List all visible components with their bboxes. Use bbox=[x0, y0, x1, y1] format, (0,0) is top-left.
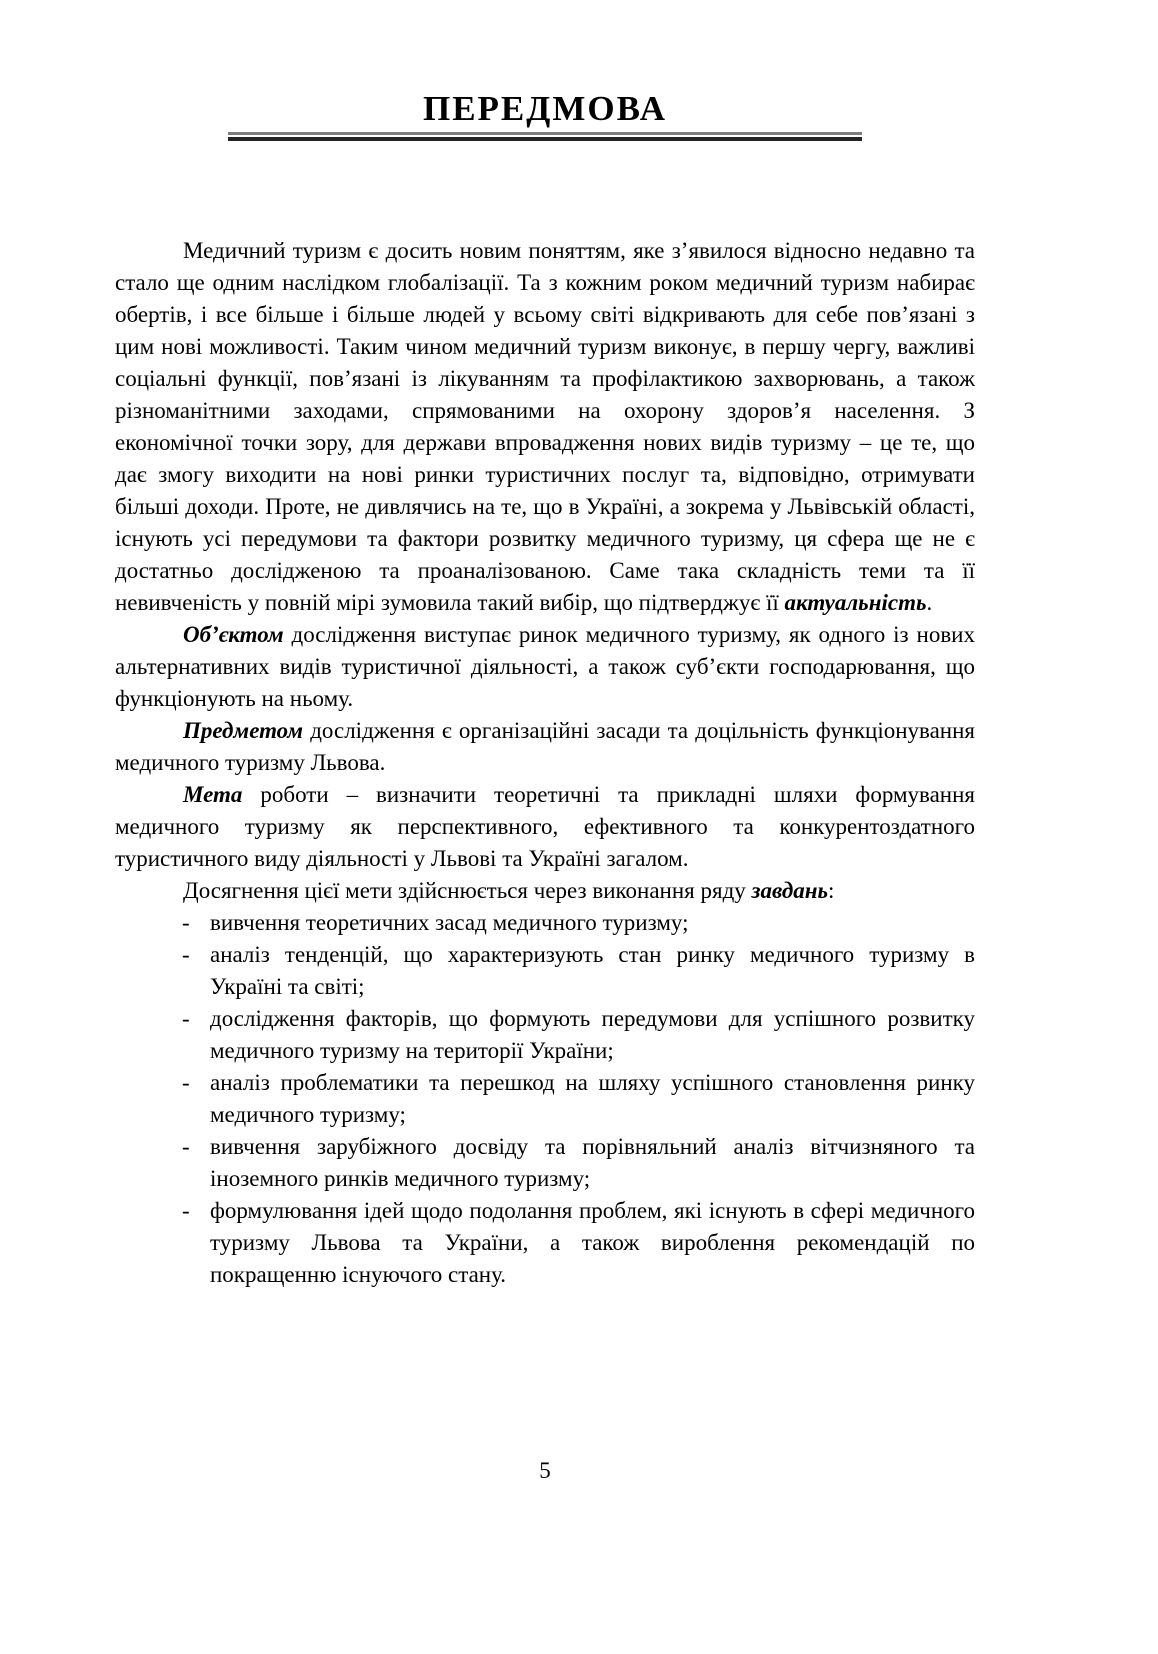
list-item-text: формулювання ідей щодо подолання проблем, які існують в сфері медичного туризму Львова та України, а також вироблення рекомендацій по покращенню існуючого стану. bbox=[210, 1197, 975, 1287]
title-underline bbox=[228, 132, 862, 141]
list-item bbox=[115, 1131, 975, 1195]
paragraph-text: роботи – визначити теоретичні та прикладні шляхи формування медичного туризму як перспективного, ефективного та конкурентоздатного туристичного виду діяльності у Львові та Україні загалом. bbox=[115, 781, 975, 871]
page-footer bbox=[115, 1458, 975, 1484]
dash-marker: - bbox=[182, 1197, 190, 1223]
list-item-text: дослідження факторів, що формують передумови для успішного розвитку медичного туризму на території України; bbox=[210, 1005, 975, 1063]
paragraph-text: . bbox=[926, 589, 933, 615]
document-body bbox=[115, 235, 975, 1291]
list-item bbox=[115, 1003, 975, 1067]
dash-marker: - bbox=[182, 1005, 190, 1031]
dash-marker: - bbox=[182, 1069, 190, 1095]
paragraph-text: : bbox=[828, 877, 835, 903]
emphasis-subject: Предметом bbox=[183, 717, 304, 743]
paragraph-object bbox=[115, 619, 975, 715]
list-item-text: вивчення теоретичних засад медичного туризму; bbox=[210, 909, 689, 935]
dash-marker: - bbox=[182, 941, 190, 967]
dash-marker: - bbox=[182, 909, 190, 935]
list-item bbox=[115, 939, 975, 1003]
paragraph-intro bbox=[115, 235, 975, 619]
paragraph-text: Медичний туризм є досить новим поняттям, яке з’явилося відносно недавно та стало ще одним наслідком глобалізації. Та з кожним роком медичний туризм набирає обертів, і все більше і більше людей у всьому світі відкривають для себе пов’язані з цим нові можливості. Таким чином медичний туризм виконує, в першу чергу, важливі соціальні функції, пов’язані із лікуванням та профілактикою захворювань, а також різноманітними заходами, спрямованими на охорону здоров’я населення. З економічної точки зору, для держави впровадження нових видів туризму – це те, що дає змогу виходити на нові ринки туристичних послуг та, відповідно, отримувати більші доходи. Проте, не дивлячись на те, що в Україні, а зокрема у Львівській області, існують усі передумови та фактори розвитку медичного туризму, ця сфера ще не є достатньо дослідженою та проаналізованою. Саме така складність теми та її невивченість у повній мірі зумовила такий вибір, що підтверджує її bbox=[115, 237, 975, 615]
list-item bbox=[115, 1195, 975, 1291]
page-number: 5 bbox=[539, 1458, 551, 1483]
dash-marker: - bbox=[182, 1133, 190, 1159]
paragraph-text: дослідження є організаційні засади та доцільність функціонування медичного туризму Львова. bbox=[115, 717, 975, 775]
emphasis-aktualnist: актуальність bbox=[784, 589, 927, 615]
paragraph-subject bbox=[115, 715, 975, 779]
task-list bbox=[115, 907, 975, 1291]
list-item-text: вивчення зарубіжного досвіду та порівняльний аналіз вітчизняного та іноземного ринків медичного туризму; bbox=[210, 1133, 975, 1191]
list-item-text: аналіз проблематики та перешкод на шляху успішного становлення ринку медичного туризму; bbox=[210, 1069, 975, 1127]
paragraph-text: дослідження виступає ринок медичного туризму, як одного із нових альтернативних видів туристичної діяльності, а також суб’єкти господарювання, що функціонують на ньому. bbox=[115, 621, 975, 711]
list-item bbox=[115, 1067, 975, 1131]
paragraph-tasks-intro bbox=[115, 875, 975, 907]
page-header bbox=[115, 90, 975, 141]
emphasis-object: Об’єктом bbox=[183, 621, 284, 647]
paragraph-text: Досягнення цієї мети здійснюється через виконання ряду bbox=[183, 877, 752, 903]
emphasis-goal: Мета bbox=[183, 781, 243, 807]
emphasis-tasks: завдань bbox=[751, 877, 829, 903]
list-item-text: аналіз тенденцій, що характеризують стан ринку медичного туризму в Україні та світі; bbox=[210, 941, 975, 999]
paragraph-goal bbox=[115, 779, 975, 875]
list-item bbox=[115, 907, 975, 939]
page-title: ПЕРЕДМОВА bbox=[422, 89, 668, 128]
